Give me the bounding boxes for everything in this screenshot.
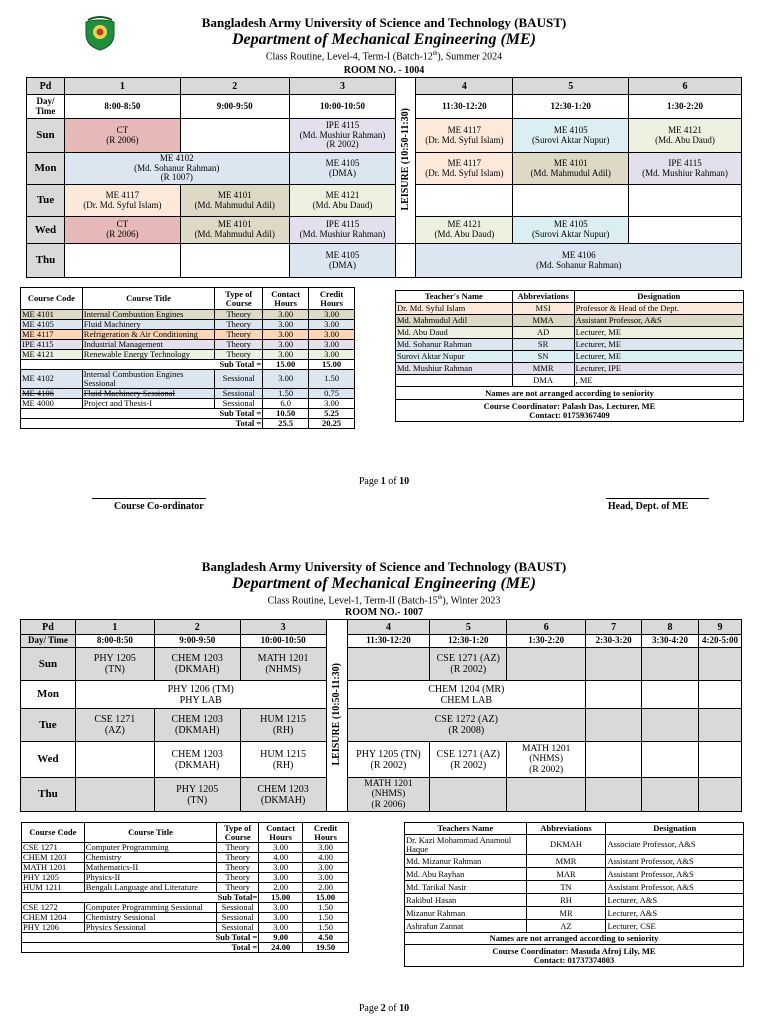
class-cell: ME 4101 (Md. Mahmudul Adil)	[180, 185, 289, 217]
class-cell: ME 4105 (DMA)	[289, 153, 396, 185]
teacher-row: Md. Abu Rayhan MAR Assistant Professor, A&S	[405, 868, 744, 881]
class-cell: ME 4105 (Surovi Aktar Nupur)	[513, 119, 629, 153]
day-row-mon: Mon PHY 1206 (TM) PHY LAB CHEM 1204 (MR) CHEM LAB	[21, 681, 742, 709]
teacher-row: DMA , ME	[396, 375, 744, 387]
day-row-mon: Mon ME 4102 (Md. Sohanur Rahman) (R 1007) ME 4105 (DMA) ME 4117 (Dr. Md. Syful Islam) ME 4101 (Md. Mahmudul Adil) IPE 4115 (Md. Mushiur Rahman)	[27, 153, 742, 185]
course-row: ME 4000 Project and Thesis-I Sessional 6.0 3.00	[21, 398, 355, 408]
day-row-thu: Thu PHY 1205 (TN) CHEM 1203 (DKMAH) MATH 1201 (NHMS) (R 2006)	[21, 778, 742, 812]
course-table: Course Code Course Title Type of Course Contact Hours Credit Hours ME 4101 Internal Combustion Engines Theory 3.00 3.00 ME 4105 Fluid Machinery Theory 3.00 3.00 ME 4117 Refrigeration & Air Conditioning Theory 3.00 3.00 IPE 4115 Industrial Management Theory 3.00 3.00 ME 4121 Renewable Energy Technology Theory 3.00 3.00 Sub Total = 15.00 15.00 ME 4102 Internal Combustion Engines Sessional Sessional 3.00 1.50 ME 4106 Fluid Machinery Sessional Sessional 1.50 0.75 ME 4000 Project and Thesis-I Sessional 6.0 3.00 Sub Total = 10.50 5.25 Total = 25.5 20.25	[20, 287, 355, 429]
teacher-row: Ashrafun Zannat AZ Lecturer, CSE	[405, 920, 744, 933]
course-row: PHY 1206 Physics Sessional Sessional 3.00 1.50	[22, 923, 349, 933]
time-row: Day/ Time 8:00-8:50 9:00-9:50 10:00-10:50 11:30-12:20 12:30-1:20 1:30-2:20	[27, 95, 742, 119]
teacher-row: Md. Tarikal Nasir TN Assistant Professor, A&S	[405, 881, 744, 894]
teacher-row: Md. Mizanur Rahman MMR Assistant Professor, A&S	[405, 855, 744, 868]
class-cell: ME 4101 (Md. Mahmudul Adil)	[180, 217, 289, 244]
teacher-row: Md. Abu Daud AD Lecturer, ME	[396, 327, 744, 339]
class-cell: CT (R 2006)	[64, 217, 180, 244]
day-row-tue: Tue ME 4117 (Dr. Md. Syful Islam) ME 4101 (Md. Mahmudul Adil) ME 4121 (Md. Abu Daud)	[27, 185, 742, 217]
teacher-table: Teacher's Name Abbreviations Designation Dr. Md. Syful Islam MSI Professor & Head of the Dept. Md. Mahmudul Adil MMA Assistant Professor, A&S Md. Abu Daud AD Lecturer, ME Md. Sohanur Rahman SR Lecturer, ME Surovi Aktar Nupur SN Lecturer, ME Md. Mushiur Rahman MMR Lecturer, IPE DMA , ME Names are not arranged according to seniority Course Coordinator: Palash Das, Lecturer, ME Contact: 01759367409	[395, 290, 744, 422]
class-cell: ME 4117 (Dr. Md. Syful Islam)	[416, 153, 513, 185]
class-cell: ME 4101 (Md. Mahmudul Adil)	[513, 153, 629, 185]
day-row-tue: Tue CSE 1271 (AZ) CHEM 1203 (DKMAH) HUM 1215 (RH) CSE 1272 (AZ) (R 2008)	[21, 709, 742, 742]
course-row: MATH 1201 Mathematics-II Theory 3.00 3.00	[22, 863, 349, 873]
teacher-table: Teachers Name Abbreviations Designation Dr. Kazi Mohammad Anamoul Haque DKMAH Associate Professor, A&S Md. Mizanur Rahman MMR Assistant Professor, A&S Md. Abu Rayhan MAR Assistant Professor, A&S Md. Tarikal Nasir TN Assistant Professor, A&S Rakibul Hasan RH Lecturer, A&S Mizanur Rahman MR Lecturer, A&S Ashrafun Zannat AZ Lecturer, CSE Names are not arranged according to seniority Course Coordinator: Masuda Afroj Lily, ME Contact: 01737374803	[404, 822, 744, 967]
class-cell: ME 4105 (Surovi Aktar Nupur)	[513, 217, 629, 244]
day-row-thu: Thu ME 4105 (DMA) ME 4106 (Md. Sohanur Rahman)	[27, 244, 742, 278]
period-row: Pd 1 2 3 LEISURE (10:50-11:30) 4 5 6	[27, 78, 742, 95]
class-cell: ME 4106 (Md. Sohanur Rahman)	[416, 244, 742, 278]
teacher-row: Md. Sohanur Rahman SR Lecturer, ME	[396, 339, 744, 351]
class-cell: IPE 4115 (Md. Mushiur Rahman)	[629, 153, 742, 185]
course-coordinator: Course Coordinator: Palash Das, Lecturer, ME Contact: 01759367409	[396, 400, 744, 422]
university-name: Bangladesh Army University of Science and Technology (BAUST)	[201, 559, 567, 574]
teacher-row: Mizanur Rahman MR Lecturer, A&S	[405, 907, 744, 920]
course-table: Course Code Course Title Type of Course Contact Hours Credit Hours CSE 1271 Computer Programming Theory 3.00 3.00 CHEM 1203 Chemistry Theory 4.00 4.00 MATH 1201 Mathematics-II Theory 3.00 3.00 PHY 1205 Physics-II Theory 3.00 3.00 HUM 1211 Bengali Language and Literature Theory 2.00 2.00 Sub Total= 15.00 15.00 CSE 1272 Computer Programming Sessional Sessional 3.00 1.50 CHEM 1204 Chemistry Sessional Sessional 3.00 1.50 PHY 1206 Physics Sessional Sessional 3.00 1.50 Sub Total = 9.00 4.50 Total = 24.00 19.50	[21, 822, 349, 953]
department-name: Department of Mechanical Engineering (ME)	[231, 575, 536, 592]
class-cell: ME 4121 (Md. Abu Daud)	[416, 217, 513, 244]
leisure-column: LEISURE (10:50-11:30)	[326, 620, 347, 812]
day-row-sun: Sun CT (R 2006) IPE 4115 (Md. Mushiur Rahman) (R 2002) ME 4117 (Dr. Md. Syful Islam) ME 4105 (Surovi Aktar Nupur) ME 4121 (Md. Abu Daud)	[27, 119, 742, 153]
course-row: CHEM 1204 Chemistry Sessional Sessional 3.00 1.50	[22, 913, 349, 923]
room-number: ROOM NO.- 1007	[344, 607, 424, 618]
course-row: CSE 1271 Computer Programming Theory 3.00 3.00	[22, 843, 349, 853]
class-cell: ME 4117 (Dr. Md. Syful Islam)	[416, 119, 513, 153]
class-cell: IPE 4115 (Md. Mushiur Rahman)	[289, 217, 396, 244]
university-name: Bangladesh Army University of Science and Technology (BAUST)	[201, 15, 567, 30]
day-row-sun: Sun PHY 1205 (TN) CHEM 1203 (DKMAH) MATH 1201 (NHMS) CSE 1271 (AZ) (R 2002)	[21, 648, 742, 681]
seniority-note: Names are not arranged according to seniority	[396, 387, 744, 400]
teacher-row: Md. Mahmudul Adil MMA Assistant Professor, A&S	[396, 315, 744, 327]
day-row-wed: Wed CT (R 2006) ME 4101 (Md. Mahmudul Adil) IPE 4115 (Md. Mushiur Rahman) ME 4121 (Md. Abu Daud) ME 4105 (Surovi Aktar Nupur)	[27, 217, 742, 244]
teacher-row: Rakibul Hasan RH Lecturer, A&S	[405, 894, 744, 907]
page-number: Page 2 of 10	[358, 1003, 410, 1014]
class-cell: CT (R 2006)	[64, 119, 180, 153]
course-row: ME 4106 Fluid Machinery Sessional Sessional 1.50 0.75	[21, 388, 355, 398]
teacher-row: Md. Mushiur Rahman MMR Lecturer, IPE	[396, 363, 744, 375]
class-cell: IPE 4115 (Md. Mushiur Rahman) (R 2002)	[289, 119, 396, 153]
page-number: Page 1 of 10	[358, 476, 410, 487]
course-row: IPE 4115 Industrial Management Theory 3.00 3.00	[21, 340, 355, 350]
course-row: ME 4102 Internal Combustion Engines Sessional Sessional 3.00 1.50	[21, 370, 355, 389]
routine-title: Class Routine, Level-4, Term-I (Batch-12th), Summer 2024	[265, 51, 503, 63]
class-cell: ME 4117 (Dr. Md. Syful Islam)	[64, 185, 180, 217]
routine-title: Class Routine, Level-1, Term-II (Batch-15th), Winter 2023	[267, 595, 501, 607]
teacher-row: Surovi Aktar Nupur SN Lecturer, ME	[396, 351, 744, 363]
teacher-row: Dr. Kazi Mohammad Anamoul Haque DKMAH Associate Professor, A&S	[405, 835, 744, 855]
course-row: ME 4117 Refrigeration & Air Conditioning Theory 3.00 3.00	[21, 330, 355, 340]
course-row: HUM 1211 Bengali Language and Literature Theory 2.00 2.00	[22, 883, 349, 893]
course-row: ME 4121 Renewable Energy Technology Theory 3.00 3.00	[21, 350, 355, 360]
signature-course-coordinator: Course Co-ordinator	[114, 501, 204, 512]
class-cell: ME 4102 (Md. Sohanur Rahman) (R 1007)	[64, 153, 289, 185]
teacher-row: Dr. Md. Syful Islam MSI Professor & Head of the Dept.	[396, 303, 744, 315]
seniority-note: Names are not arranged according to seniority	[405, 933, 744, 945]
course-coordinator: Course Coordinator: Masuda Afroj Lily, ME Contact: 01737374803	[405, 945, 744, 967]
course-row: ME 4105 Fluid Machinery Theory 3.00 3.00	[21, 320, 355, 330]
class-cell: ME 4121 (Md. Abu Daud)	[629, 119, 742, 153]
class-cell: ME 4105 (DMA)	[289, 244, 396, 278]
class-cell: ME 4121 (Md. Abu Daud)	[289, 185, 396, 217]
course-row: ME 4101 Internal Combustion Engines Theory 3.00 3.00	[21, 310, 355, 320]
routine-table: Pd 1 2 3 LEISURE (10:50-11:30) 4 5 6 7 8 9 Day/ Time 8:00-8:50 9:00-9:50 10:00-10:50 11:30-12:20 12:30-1:20 1:30-2:20 2:30-3:20 3:30-4:20 4:20-5:00 Sun PHY 1205 (TN) CHEM 1203 (DKMAH) MATH 1201 (NHMS) CSE 1271 (AZ) (R 2002) Mon PHY 1206 (TM) PHY LAB CHEM 1204 (MR) CHEM LAB Tue CSE 1271 (AZ) CHEM 1203 (DKMAH) HUM 1215 (RH) CSE 1272 (AZ) (R 2008) Wed CHEM 1203 (DKMAH) HUM 1215 (RH) PHY 1205 (TN) (R 2002) CSE 1271 (AZ) (R 2002) MATH 1201 (NHMS) (R 2002) Thu PHY 1205 (TN) CHEM 1203 (DKMAH) MATH 1201 (NHMS) (R 2006)	[20, 619, 742, 812]
course-row: CHEM 1203 Chemistry Theory 4.00 4.00	[22, 853, 349, 863]
room-number: ROOM NO. - 1004	[343, 65, 425, 76]
signature-head-of-dept: Head, Dept. of ME	[607, 501, 689, 512]
department-name: Department of Mechanical Engineering (ME)	[231, 31, 536, 48]
leisure-column: LEISURE (10:50-11:30)	[396, 78, 416, 244]
day-row-wed: Wed CHEM 1203 (DKMAH) HUM 1215 (RH) PHY 1205 (TN) (R 2002) CSE 1271 (AZ) (R 2002) MATH 1201 (NHMS) (R 2002)	[21, 742, 742, 778]
course-row: PHY 1205 Physics-II Theory 3.00 3.00	[22, 873, 349, 883]
course-row: CSE 1272 Computer Programming Sessional Sessional 3.00 1.50	[22, 903, 349, 913]
